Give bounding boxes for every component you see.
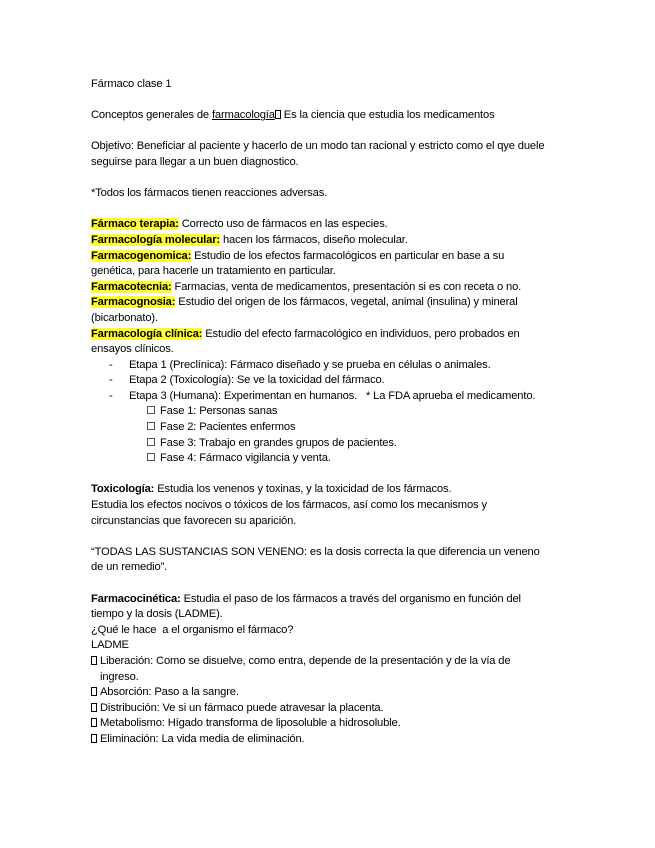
pharmacokinetics-text: Estudia el paso de los fármacos a través del organismo en función del tiempo y la dosis (LADME). bbox=[91, 592, 521, 621]
ladme-item bbox=[91, 654, 551, 685]
stage-text: Etapa 3 (Humana): Experimentan en humanos. * La FDA aprueba el medicamento. bbox=[129, 389, 536, 402]
stage-item bbox=[91, 358, 551, 374]
doc-title: Fármaco clase 1 bbox=[91, 78, 172, 90]
phase-item bbox=[91, 404, 551, 420]
definition-term: Fármaco terapia: bbox=[91, 218, 179, 231]
missing-glyph-icon bbox=[91, 654, 97, 670]
checkbox-icon bbox=[147, 436, 155, 452]
stage-item bbox=[91, 373, 551, 389]
document-body bbox=[91, 77, 551, 748]
definition-item bbox=[91, 280, 551, 296]
definition-text: Estudio del efecto farmacológico en individuos, pero probados en ensayos clínicos. bbox=[91, 327, 520, 356]
definition-text: Estudio de los efectos farmacológicos en particular en base a su genética, para hacerle un tratamiento en particular. bbox=[91, 249, 505, 278]
pharmacokinetics-question: ¿Qué le hace a el organismo el fármaco? bbox=[91, 623, 294, 636]
ladme-text: Distribución: Ve si un fármaco puede atravesar la placenta. bbox=[100, 701, 384, 714]
stage-text: Etapa 2 (Toxicología): Se ve la toxicidad del fármaco. bbox=[129, 374, 385, 387]
definition-term: Farmacogenomica: bbox=[91, 249, 192, 262]
ladme-text: Absorción: Paso a la sangre. bbox=[100, 686, 239, 699]
definition-term: Farmacotecnia: bbox=[91, 280, 172, 293]
intro-prefix: Conceptos generales de bbox=[91, 109, 212, 122]
definition-text: Estudio del origen de los fármacos, vegetal, animal (insulina) y mineral (bicarbonato). bbox=[91, 296, 518, 324]
intro-term: farmacología bbox=[211, 109, 275, 122]
toxicology-line bbox=[91, 482, 551, 498]
phase-item bbox=[91, 451, 551, 467]
checkbox-icon bbox=[147, 404, 155, 420]
phase-text: Fase 4: Fármaco vigilancia y venta. bbox=[160, 452, 331, 465]
ladme-text: Liberación: Como se disuelve, como entra, depende de la presentación y de la vía de ingreso. bbox=[100, 654, 511, 683]
ladme-item bbox=[91, 701, 551, 717]
dash-bullet-icon: - bbox=[109, 358, 113, 371]
definition-term: Farmacología molecular: bbox=[91, 233, 220, 246]
ladme-text: Eliminación: La vida media de eliminación. bbox=[100, 732, 305, 745]
pharmacokinetics-line bbox=[91, 592, 551, 623]
ladme-item bbox=[91, 685, 551, 701]
definition-item bbox=[91, 249, 551, 280]
phase-item bbox=[91, 436, 551, 452]
phase-text: Fase 3: Trabajo en grandes grupos de pacientes. bbox=[160, 436, 397, 449]
missing-glyph-icon bbox=[91, 685, 97, 701]
ladme-acronym: LADME bbox=[91, 639, 129, 652]
definition-item bbox=[91, 327, 551, 358]
ladme-item bbox=[91, 732, 551, 748]
toxicology-term: Toxicología: bbox=[91, 483, 155, 496]
stage-text: Etapa 1 (Preclínica): Fármaco diseñado y se prueba en células o animales. bbox=[129, 358, 491, 371]
objective-paragraph: Objetivo: Beneficiar al paciente y hacerlo de un modo tan racional y estricto como el qye duele seguirse para llegar a un buen diagnostico. bbox=[91, 140, 545, 168]
stage-item bbox=[91, 389, 551, 405]
dash-bullet-icon: - bbox=[109, 374, 113, 387]
ladme-item bbox=[91, 716, 551, 732]
definition-term: Farmacognosia: bbox=[91, 296, 176, 309]
dash-bullet-icon: - bbox=[109, 389, 113, 402]
pharmacokinetics-term: Farmacocinética: bbox=[91, 592, 181, 605]
toxicology-detail: Estudia los efectos nocivos o tóxicos de los fármacos, así como los mecanismos y circunstancias que favorecen su aparición. bbox=[91, 499, 487, 527]
intro-line bbox=[91, 108, 551, 124]
missing-glyph-icon bbox=[91, 732, 97, 748]
definition-item bbox=[91, 295, 551, 326]
definition-text: Farmacias, venta de medicamentos, presentación si es con receta o no. bbox=[171, 280, 522, 293]
quote-paragraph: “TODAS LAS SUSTANCIAS SON VENENO: es la dosis correcta la que diferencia un veneno de un remedio”. bbox=[91, 545, 540, 574]
definition-text: hacen los fármacos, diseño molecular. bbox=[219, 233, 408, 246]
intro-suffix: Es la ciencia que estudia los medicamentos bbox=[280, 109, 495, 122]
definition-text: Correcto uso de fármacos en las especies. bbox=[178, 218, 388, 231]
phase-item bbox=[91, 420, 551, 436]
phase-text: Fase 1: Personas sanas bbox=[160, 405, 278, 418]
ladme-text: Metabolismo: Hígado transforma de liposoluble a hidrosoluble. bbox=[100, 717, 401, 730]
toxicology-text: Estudia los venenos y toxinas, y la toxicidad de los fármacos. bbox=[154, 483, 452, 496]
definition-item bbox=[91, 217, 551, 233]
adverse-note: *Todos los fármacos tienen reacciones adversas. bbox=[91, 187, 328, 200]
checkbox-icon bbox=[147, 420, 155, 436]
definition-term: Farmacología clínica: bbox=[91, 327, 203, 340]
phase-text: Fase 2: Pacientes enfermos bbox=[160, 421, 296, 434]
missing-glyph-icon bbox=[91, 716, 97, 732]
checkbox-icon bbox=[147, 451, 155, 467]
definition-item bbox=[91, 233, 551, 249]
missing-glyph-icon bbox=[91, 701, 97, 717]
